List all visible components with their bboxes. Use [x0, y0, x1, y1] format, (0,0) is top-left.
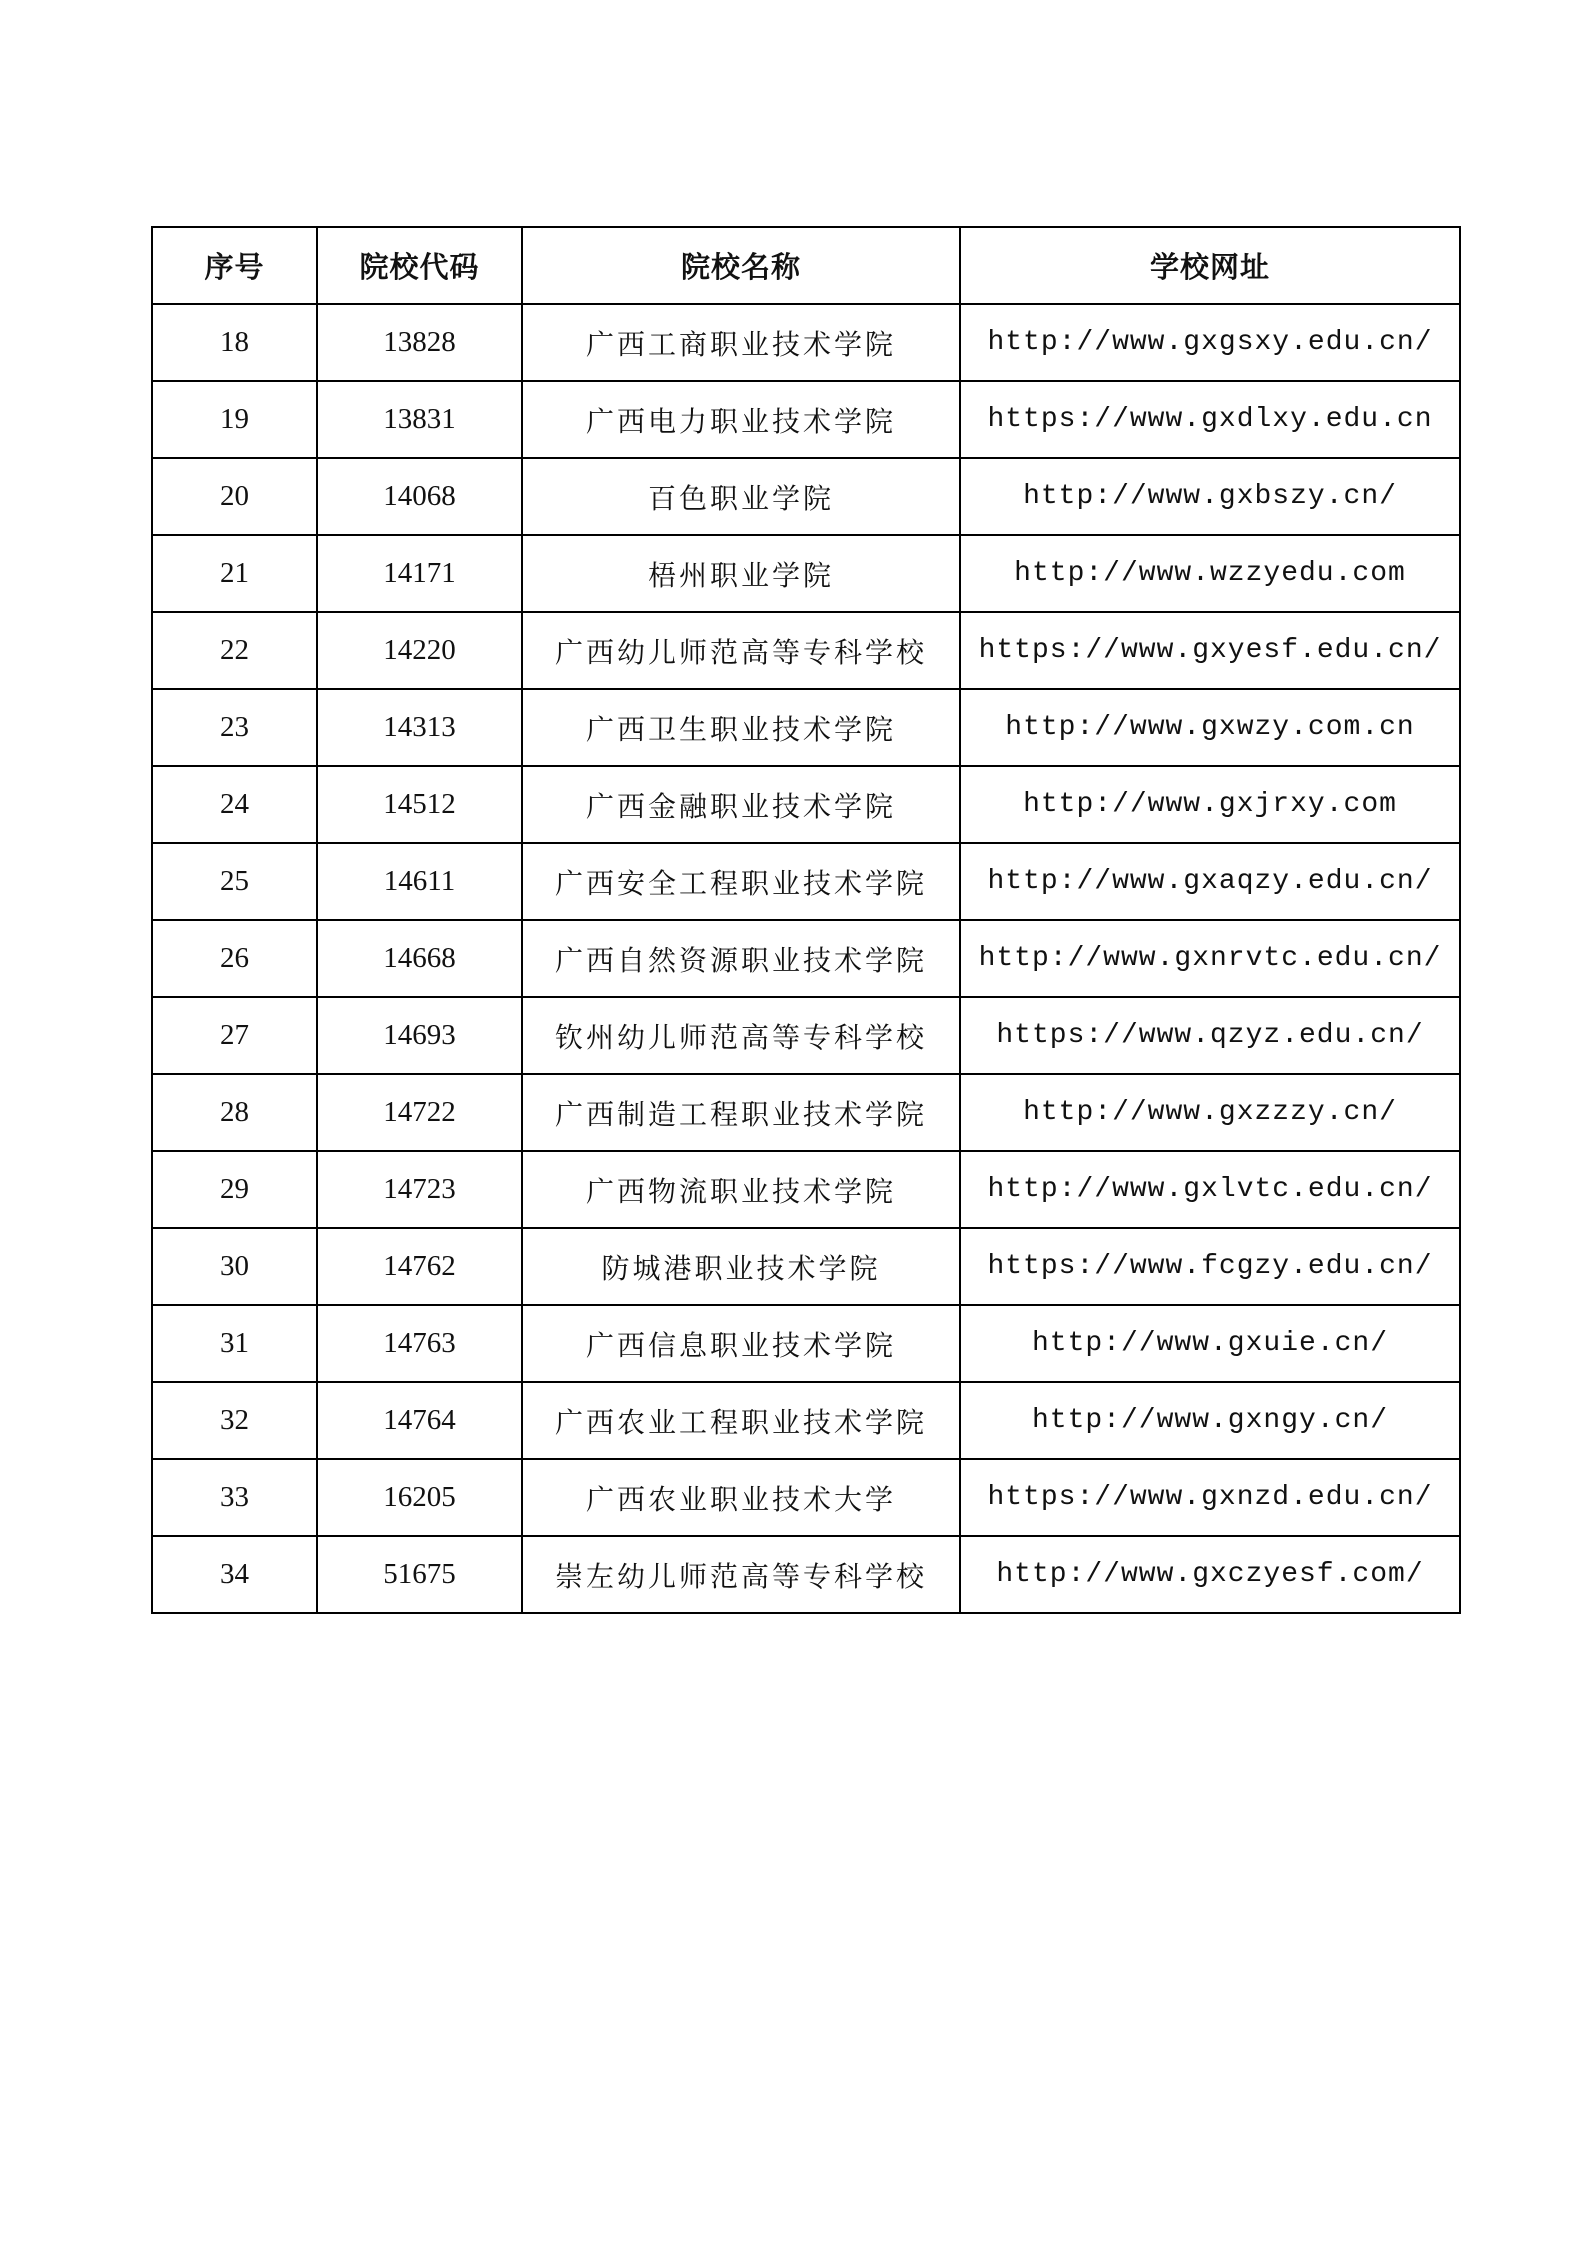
- table-body: [152, 304, 1460, 1613]
- cell-seq: 30: [152, 1228, 317, 1305]
- table-row: [152, 458, 1460, 535]
- cell-school-url: http://www.gxaqzy.edu.cn/: [960, 843, 1460, 920]
- cell-school-name: 广西农业工程职业技术学院: [522, 1382, 960, 1459]
- cell-school-name: 广西物流职业技术学院: [522, 1151, 960, 1228]
- cell-seq: 33: [152, 1459, 317, 1536]
- table-row: [152, 997, 1460, 1074]
- cell-school-url: http://www.gxjrxy.com: [960, 766, 1460, 843]
- cell-school-name: 广西农业职业技术大学: [522, 1459, 960, 1536]
- cell-school-url: https://www.gxnzd.edu.cn/: [960, 1459, 1460, 1536]
- cell-seq: 22: [152, 612, 317, 689]
- cell-school-name: 广西工商职业技术学院: [522, 304, 960, 381]
- cell-school-url: http://www.gxzzzy.cn/: [960, 1074, 1460, 1151]
- table-row: [152, 381, 1460, 458]
- cell-code: 14763: [317, 1305, 522, 1382]
- cell-school-name: 崇左幼儿师范高等专科学校: [522, 1536, 960, 1613]
- cell-seq: 29: [152, 1151, 317, 1228]
- table-row: [152, 1228, 1460, 1305]
- cell-school-name: 钦州幼儿师范高等专科学校: [522, 997, 960, 1074]
- header-seq: 序号: [152, 227, 317, 304]
- cell-school-name: 广西幼儿师范高等专科学校: [522, 612, 960, 689]
- cell-code: 14723: [317, 1151, 522, 1228]
- header-code: 院校代码: [317, 227, 522, 304]
- table-row: [152, 920, 1460, 997]
- table-row: [152, 843, 1460, 920]
- header-name: 院校名称: [522, 227, 960, 304]
- cell-school-url: https://www.gxyesf.edu.cn/: [960, 612, 1460, 689]
- cell-code: 51675: [317, 1536, 522, 1613]
- cell-seq: 25: [152, 843, 317, 920]
- cell-code: 14611: [317, 843, 522, 920]
- cell-school-url: https://www.fcgzy.edu.cn/: [960, 1228, 1460, 1305]
- cell-code: 14764: [317, 1382, 522, 1459]
- table-row: [152, 1151, 1460, 1228]
- table-row: [152, 689, 1460, 766]
- college-table: [151, 226, 1461, 1614]
- header-url: 学校网址: [960, 227, 1460, 304]
- cell-school-name: 广西安全工程职业技术学院: [522, 843, 960, 920]
- table-row: [152, 1305, 1460, 1382]
- cell-seq: 20: [152, 458, 317, 535]
- table-header-row: [152, 227, 1460, 304]
- cell-seq: 21: [152, 535, 317, 612]
- cell-school-name: 梧州职业学院: [522, 535, 960, 612]
- cell-school-url: http://www.gxwzy.com.cn: [960, 689, 1460, 766]
- cell-code: 14722: [317, 1074, 522, 1151]
- cell-school-name: 广西制造工程职业技术学院: [522, 1074, 960, 1151]
- cell-seq: 19: [152, 381, 317, 458]
- cell-school-url: http://www.gxgsxy.edu.cn/: [960, 304, 1460, 381]
- cell-code: 13828: [317, 304, 522, 381]
- cell-school-url: http://www.gxlvtc.edu.cn/: [960, 1151, 1460, 1228]
- table-row: [152, 535, 1460, 612]
- table-row: [152, 766, 1460, 843]
- cell-code: 14171: [317, 535, 522, 612]
- cell-school-name: 广西电力职业技术学院: [522, 381, 960, 458]
- cell-code: 14668: [317, 920, 522, 997]
- cell-seq: 28: [152, 1074, 317, 1151]
- cell-seq: 24: [152, 766, 317, 843]
- table-row: [152, 612, 1460, 689]
- cell-seq: 34: [152, 1536, 317, 1613]
- cell-code: 13831: [317, 381, 522, 458]
- cell-school-name: 防城港职业技术学院: [522, 1228, 960, 1305]
- cell-school-url: https://www.qzyz.edu.cn/: [960, 997, 1460, 1074]
- cell-seq: 26: [152, 920, 317, 997]
- cell-school-url: http://www.gxczyesf.com/: [960, 1536, 1460, 1613]
- cell-code: 14693: [317, 997, 522, 1074]
- table-row: [152, 304, 1460, 381]
- table-row: [152, 1459, 1460, 1536]
- cell-code: 16205: [317, 1459, 522, 1536]
- cell-school-name: 广西卫生职业技术学院: [522, 689, 960, 766]
- cell-school-url: http://www.gxngy.cn/: [960, 1382, 1460, 1459]
- cell-school-url: https://www.gxdlxy.edu.cn: [960, 381, 1460, 458]
- cell-seq: 23: [152, 689, 317, 766]
- cell-school-url: http://www.wzzyedu.com: [960, 535, 1460, 612]
- cell-school-name: 广西信息职业技术学院: [522, 1305, 960, 1382]
- cell-code: 14220: [317, 612, 522, 689]
- cell-school-name: 广西金融职业技术学院: [522, 766, 960, 843]
- table-row: [152, 1074, 1460, 1151]
- table-row: [152, 1536, 1460, 1613]
- cell-seq: 32: [152, 1382, 317, 1459]
- cell-seq: 31: [152, 1305, 317, 1382]
- cell-school-url: http://www.gxuie.cn/: [960, 1305, 1460, 1382]
- table-row: [152, 1382, 1460, 1459]
- cell-code: 14512: [317, 766, 522, 843]
- cell-school-url: http://www.gxnrvtc.edu.cn/: [960, 920, 1460, 997]
- cell-code: 14313: [317, 689, 522, 766]
- cell-school-url: http://www.gxbszy.cn/: [960, 458, 1460, 535]
- cell-seq: 27: [152, 997, 317, 1074]
- cell-code: 14068: [317, 458, 522, 535]
- cell-seq: 18: [152, 304, 317, 381]
- cell-school-name: 百色职业学院: [522, 458, 960, 535]
- cell-code: 14762: [317, 1228, 522, 1305]
- cell-school-name: 广西自然资源职业技术学院: [522, 920, 960, 997]
